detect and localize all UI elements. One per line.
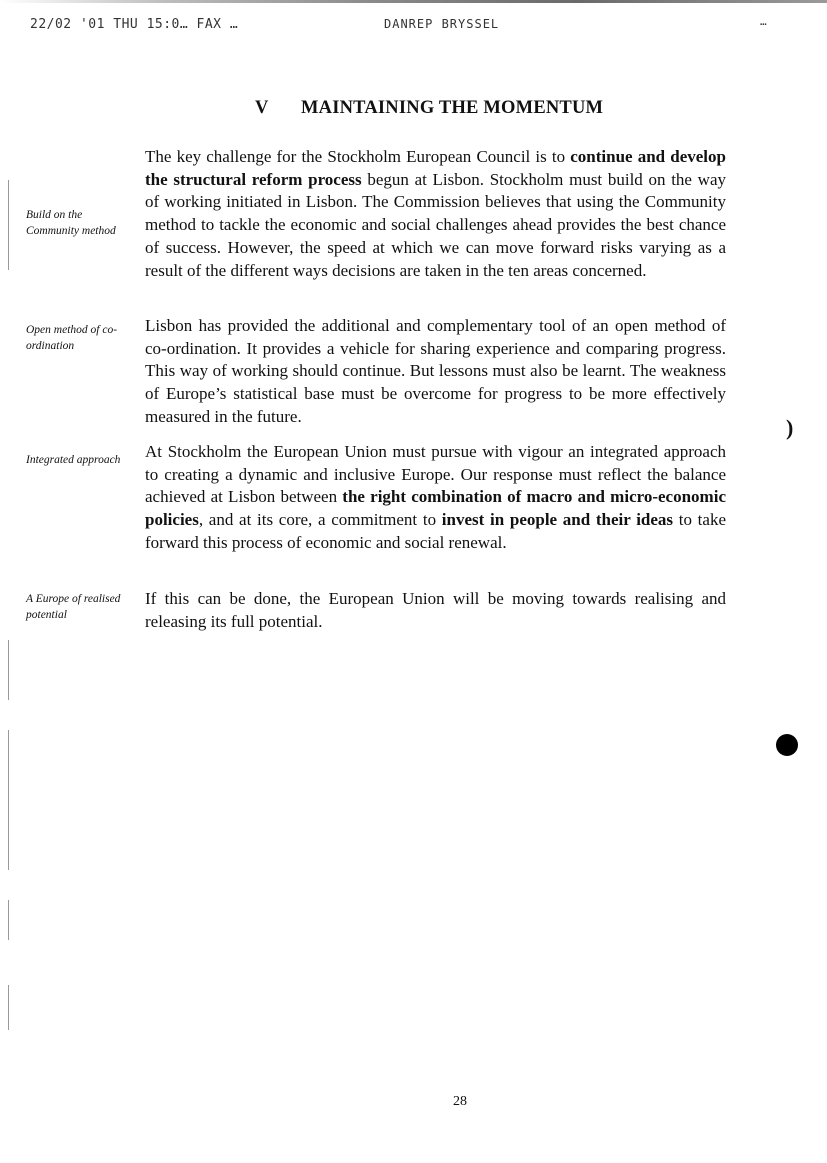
fax-transmission-band (0, 0, 827, 3)
paragraph-open-method (145, 315, 726, 429)
paragraph-integrated-approach (145, 441, 726, 555)
punch-hole (776, 734, 798, 756)
scan-bracket-mark: ) (786, 415, 794, 440)
section-title: MAINTAINING THE MOMENTUM (301, 98, 604, 118)
fax-header-sender: DANREP BRYSSEL (384, 17, 500, 31)
scan-edge-mark (8, 180, 9, 270)
paragraph-text: If this can be done, the European Union will be moving towards realising and releasing its full potential. (145, 589, 726, 631)
section-heading (255, 98, 603, 119)
fax-header-datetime: 22/02 '01 THU 15:0… FAX … (30, 17, 239, 32)
page-number: 28 (453, 1094, 467, 1109)
paragraph-community-method (145, 146, 726, 282)
paragraph-emphasis: invest in people and their ideas (441, 510, 674, 530)
scan-edge-mark (8, 900, 9, 940)
scan-edge-mark (8, 985, 9, 1030)
paragraph-text: Lisbon has provided the additional and complementary tool of an open method of co-ordination. It provides a vehicle for sharing experience and comparing progress. This way of working should continue. But lessons must also be learnt. The weakness of Europe’s statistical base must be overcome for progress to be more effectively measured in the future. (145, 316, 726, 426)
paragraph-emphasis: continue and develop the structural reform process (145, 147, 726, 189)
paragraph-emphasis: the right combination of macro and micro-economic policies (145, 487, 726, 530)
scan-edge-mark (8, 640, 9, 700)
margin-note-community-method: Build on the Community method (26, 209, 116, 237)
fax-header-page-ref: … (760, 15, 767, 28)
paragraph-text: At Stockholm the European Union must pursue with vigour an integrated approach to creating a dynamic and inclusive Europe. Our response must reflect the balance achieved at Lisbon between (145, 442, 726, 507)
paragraph-realised-potential (145, 588, 726, 633)
paragraph-text: begun at Lisbon. Stockholm must build on the way of working initiated in Lisbon. The Commission believes that using the Community method to tackle the economic and social challenges ahead provides the best chance of success. However, the speed at which we can move forward risks varying as a result of the different ways decisions are taken in the ten areas concerned. (145, 169, 726, 280)
margin-note-open-method: Open method of co-ordination (26, 324, 118, 352)
margin-note-realised-potential: A Europe of realised potential (26, 593, 121, 621)
margin-note-integrated-approach: Integrated approach (26, 454, 121, 466)
paragraph-text: to take forward this process of economic and social renewal. (145, 510, 726, 552)
scan-edge-mark (8, 730, 9, 870)
paragraph-text: , and at its core, a commitment to (198, 510, 442, 530)
paragraph-text: The key challenge for the Stockholm European Council is to (145, 147, 571, 166)
section-number: V (255, 98, 269, 118)
